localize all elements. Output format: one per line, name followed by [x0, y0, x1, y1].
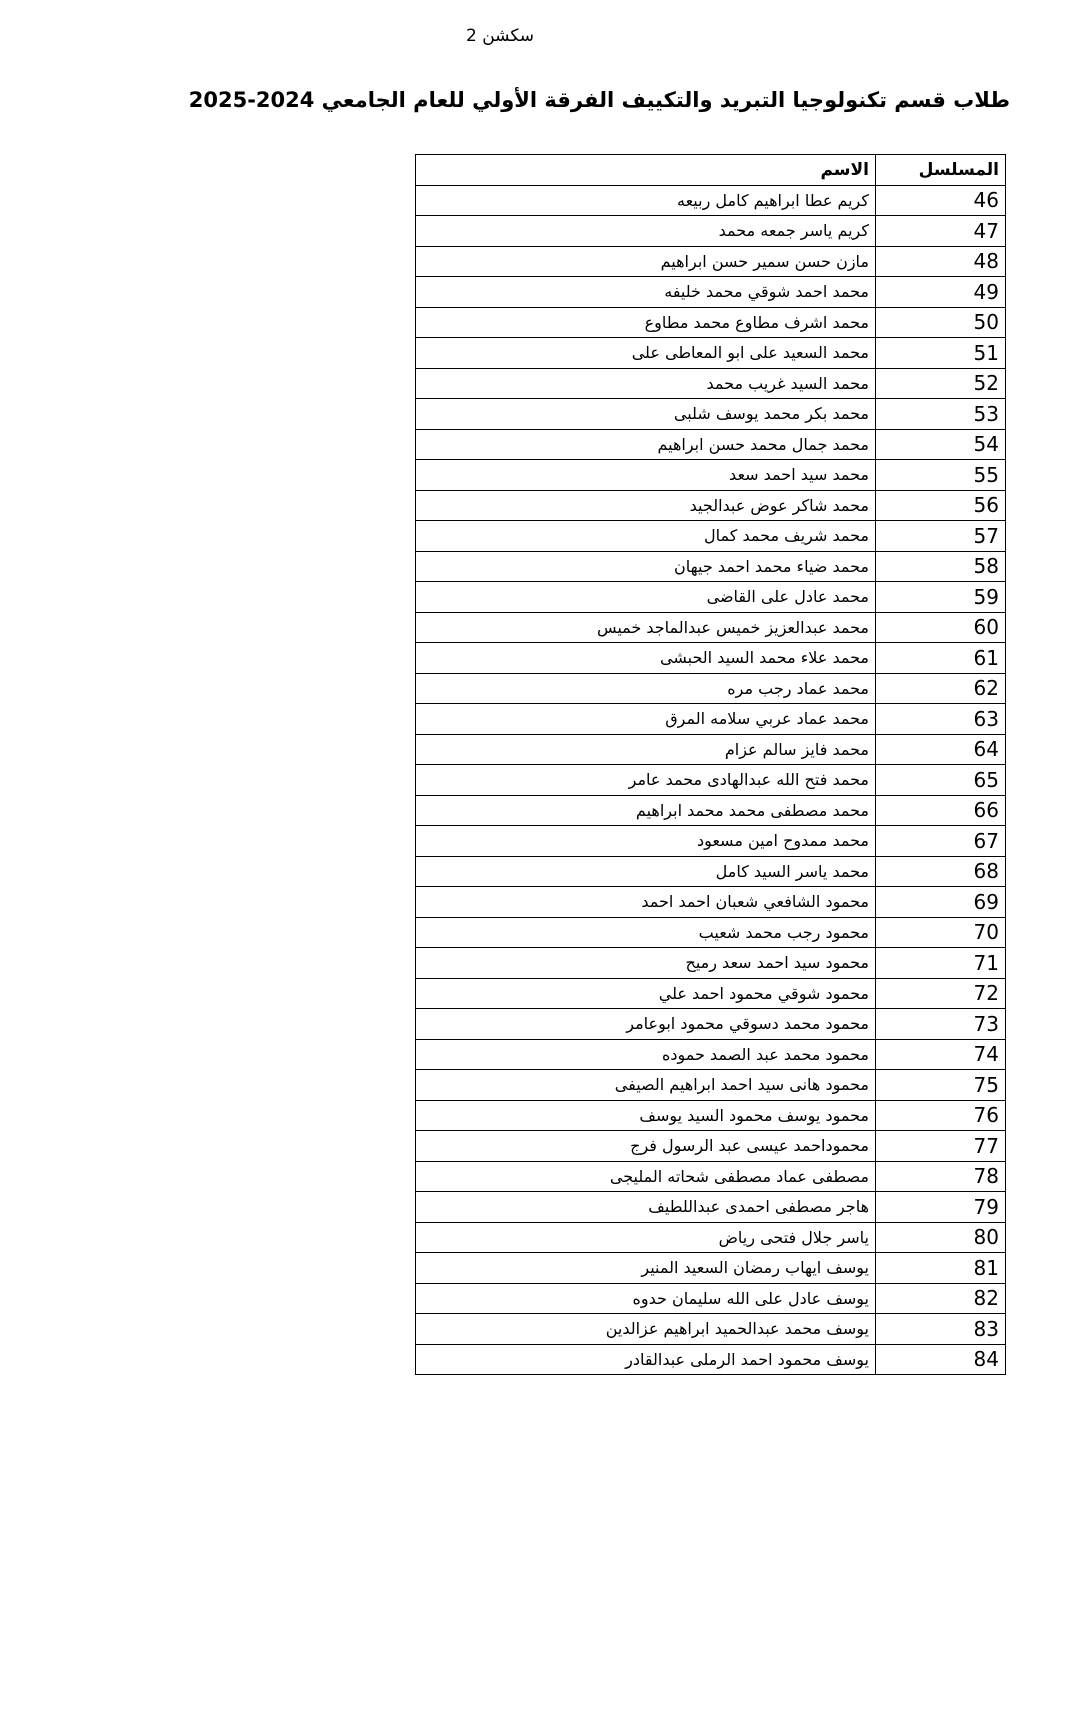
table-row: [416, 1314, 1006, 1345]
table-row: [416, 704, 1006, 735]
row-serial: 62: [876, 673, 1006, 704]
row-student-name: يوسف محمود احمد الرملى عبدالقادر: [416, 1344, 876, 1375]
page-title: طلاب قسم تكنولوجيا التبريد والتكييف الفرقة الأولي للعام الجامعي 2024-2025: [188, 88, 1010, 112]
row-serial: 60: [876, 612, 1006, 643]
row-serial: 59: [876, 582, 1006, 613]
row-student-name: محمد عادل على القاضى: [416, 582, 876, 613]
row-serial: 67: [876, 826, 1006, 857]
header-serial: المسلسل: [876, 155, 1006, 186]
table-row: [416, 612, 1006, 643]
table-header-row: [416, 155, 1006, 186]
row-serial: 56: [876, 490, 1006, 521]
table-row: [416, 1344, 1006, 1375]
row-serial: 74: [876, 1039, 1006, 1070]
table-row: [416, 948, 1006, 979]
row-serial: 68: [876, 856, 1006, 887]
row-serial: 53: [876, 399, 1006, 430]
row-student-name: محمد شاكر عوض عبدالجيد: [416, 490, 876, 521]
row-student-name: محمود محمد عبد الصمد حموده: [416, 1039, 876, 1070]
table-row: [416, 246, 1006, 277]
row-student-name: محمود رجب محمد شعيب: [416, 917, 876, 948]
table-row: [416, 917, 1006, 948]
row-student-name: محمد ياسر السيد كامل: [416, 856, 876, 887]
section-label: سكشن 2: [466, 26, 534, 46]
table-row: [416, 277, 1006, 308]
table-row: [416, 1283, 1006, 1314]
row-serial: 55: [876, 460, 1006, 491]
row-serial: 82: [876, 1283, 1006, 1314]
row-student-name: محمد سيد احمد سعد: [416, 460, 876, 491]
row-serial: 75: [876, 1070, 1006, 1101]
row-serial: 79: [876, 1192, 1006, 1223]
table-row: [416, 1100, 1006, 1131]
row-serial: 46: [876, 185, 1006, 216]
table-row: [416, 185, 1006, 216]
row-student-name: محموداحمد عيسى عبد الرسول فرج: [416, 1131, 876, 1162]
row-serial: 80: [876, 1222, 1006, 1253]
row-student-name: هاجر مصطفى احمدى عبداللطيف: [416, 1192, 876, 1223]
row-serial: 52: [876, 368, 1006, 399]
row-student-name: محمود محمد دسوقي محمود ابوعامر: [416, 1009, 876, 1040]
table-row: [416, 1131, 1006, 1162]
row-student-name: محمود الشافعي شعبان احمد احمد: [416, 887, 876, 918]
table-row: [416, 1039, 1006, 1070]
row-student-name: محمد السعيد على ابو المعاطى على: [416, 338, 876, 369]
table-row: [416, 399, 1006, 430]
table-row: [416, 795, 1006, 826]
student-roster-table: [415, 154, 1006, 1375]
row-student-name: محمد عبدالعزيز خميس عبدالماجد خميس: [416, 612, 876, 643]
row-serial: 84: [876, 1344, 1006, 1375]
row-student-name: محمد اشرف مطاوع محمد مطاوع: [416, 307, 876, 338]
table-row: [416, 582, 1006, 613]
table-row: [416, 338, 1006, 369]
row-serial: 72: [876, 978, 1006, 1009]
table-row: [416, 1070, 1006, 1101]
row-student-name: محمود شوقي محمود احمد علي: [416, 978, 876, 1009]
row-student-name: محمد فتح الله عبدالهادى محمد عامر: [416, 765, 876, 796]
row-serial: 66: [876, 795, 1006, 826]
row-serial: 83: [876, 1314, 1006, 1345]
row-student-name: محمد عماد عربي سلامه المرق: [416, 704, 876, 735]
row-serial: 54: [876, 429, 1006, 460]
row-serial: 76: [876, 1100, 1006, 1131]
table-row: [416, 1009, 1006, 1040]
table-row: [416, 551, 1006, 582]
row-serial: 48: [876, 246, 1006, 277]
row-student-name: مازن حسن سمير حسن ابراهيم: [416, 246, 876, 277]
row-serial: 78: [876, 1161, 1006, 1192]
row-student-name: كريم ياسر جمعه محمد: [416, 216, 876, 247]
table-row: [416, 216, 1006, 247]
row-serial: 57: [876, 521, 1006, 552]
table-row: [416, 765, 1006, 796]
table-row: [416, 826, 1006, 857]
row-student-name: محمود يوسف محمود السيد يوسف: [416, 1100, 876, 1131]
row-serial: 64: [876, 734, 1006, 765]
row-student-name: محمد مصطفى محمد محمد ابراهيم: [416, 795, 876, 826]
row-student-name: يوسف عادل على الله سليمان حدوه: [416, 1283, 876, 1314]
table-row: [416, 1222, 1006, 1253]
row-serial: 47: [876, 216, 1006, 247]
row-serial: 65: [876, 765, 1006, 796]
table-row: [416, 1192, 1006, 1223]
row-student-name: يوسف ايهاب رمضان السعيد المنير: [416, 1253, 876, 1284]
row-student-name: مصطفى عماد مصطفى شحاته المليجى: [416, 1161, 876, 1192]
table-row: [416, 1161, 1006, 1192]
row-student-name: يوسف محمد عبدالحميد ابراهيم عزالدين: [416, 1314, 876, 1345]
row-serial: 81: [876, 1253, 1006, 1284]
row-serial: 71: [876, 948, 1006, 979]
row-student-name: محمد احمد شوقي محمد خليفه: [416, 277, 876, 308]
row-student-name: محمد السيد غريب محمد: [416, 368, 876, 399]
header-name: الاسم: [416, 155, 876, 186]
row-student-name: محمد فايز سالم عزام: [416, 734, 876, 765]
row-student-name: محمد ضياء محمد احمد جيهان: [416, 551, 876, 582]
row-student-name: محمد شريف محمد كمال: [416, 521, 876, 552]
row-student-name: محمود هانى سيد احمد ابراهيم الصيفى: [416, 1070, 876, 1101]
row-serial: 58: [876, 551, 1006, 582]
table-row: [416, 490, 1006, 521]
row-student-name: محمد ممدوح امين مسعود: [416, 826, 876, 857]
table-row: [416, 429, 1006, 460]
row-student-name: محمد عماد رجب مره: [416, 673, 876, 704]
row-serial: 61: [876, 643, 1006, 674]
table-row: [416, 643, 1006, 674]
table-row: [416, 460, 1006, 491]
row-serial: 77: [876, 1131, 1006, 1162]
table-row: [416, 887, 1006, 918]
table-row: [416, 521, 1006, 552]
table-row: [416, 307, 1006, 338]
table-body: [416, 185, 1006, 1375]
row-student-name: كريم عطا ابراهيم كامل ربيعه: [416, 185, 876, 216]
row-serial: 50: [876, 307, 1006, 338]
table-row: [416, 1253, 1006, 1284]
row-serial: 70: [876, 917, 1006, 948]
row-student-name: محمد علاء محمد السيد الحبشى: [416, 643, 876, 674]
table-row: [416, 734, 1006, 765]
row-serial: 49: [876, 277, 1006, 308]
row-student-name: ياسر جلال فتحى رياض: [416, 1222, 876, 1253]
row-student-name: محمد جمال محمد حسن ابراهيم: [416, 429, 876, 460]
row-student-name: محمد بكر محمد يوسف شلبى: [416, 399, 876, 430]
row-student-name: محمود سيد احمد سعد رميح: [416, 948, 876, 979]
row-serial: 69: [876, 887, 1006, 918]
table-row: [416, 978, 1006, 1009]
row-serial: 63: [876, 704, 1006, 735]
table-row: [416, 856, 1006, 887]
row-serial: 73: [876, 1009, 1006, 1040]
table-row: [416, 673, 1006, 704]
table-row: [416, 368, 1006, 399]
roster-table-container: [415, 154, 1005, 1375]
row-serial: 51: [876, 338, 1006, 369]
